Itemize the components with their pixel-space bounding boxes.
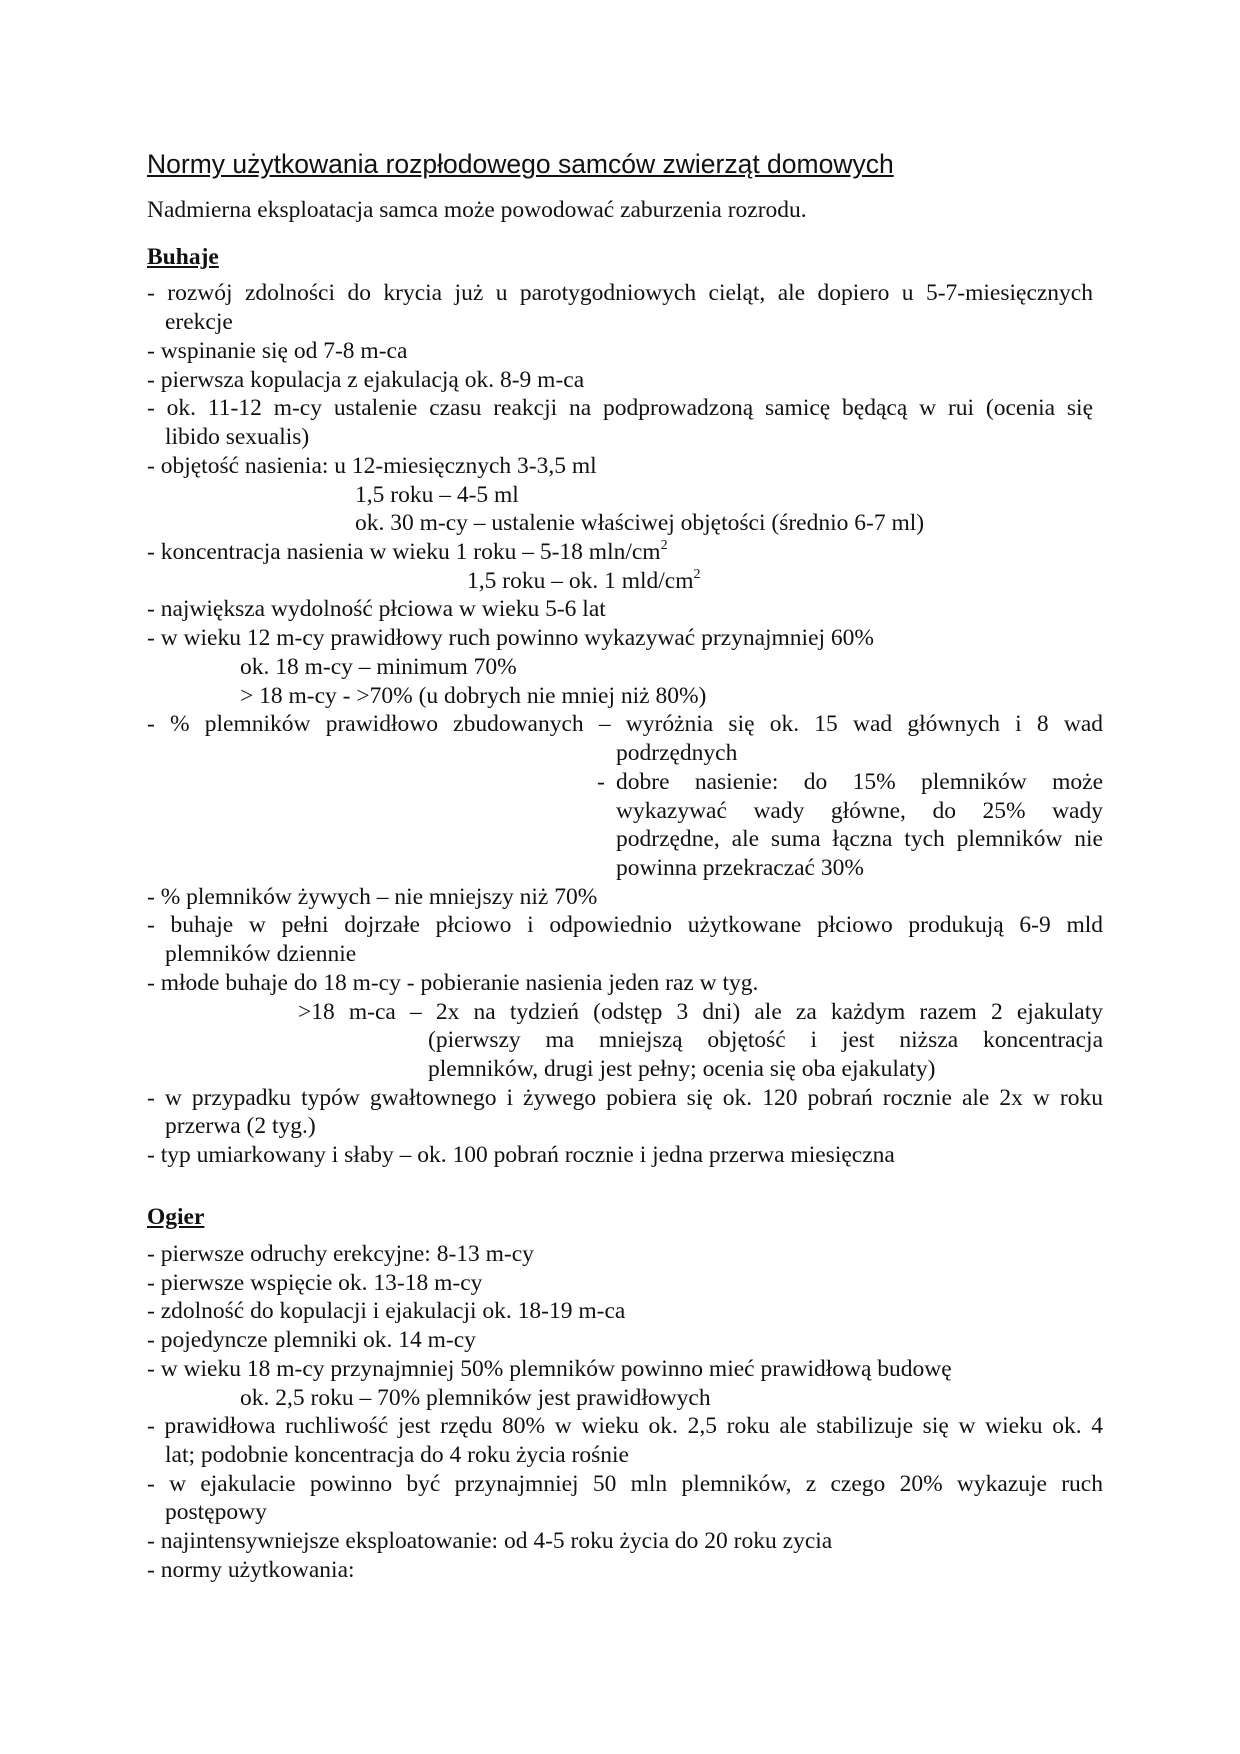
- list-item-continuation: erekcje: [165, 309, 233, 335]
- list-item: - w wieku 18 m-cy przynajmniej 50% plemników powinno mieć prawidłową budowę: [147, 1356, 952, 1382]
- intro-text: Nadmierna eksploatacja samca może powodować zaburzenia rozrodu.: [147, 197, 807, 223]
- list-item: - prawidłowa ruchliwość jest rzędu 80% w wieku ok. 2,5 roku ale stabilizuje się w wieku ok. 4: [147, 1413, 1103, 1439]
- list-item: - ok. 11-12 m-cy ustalenie czasu reakcji na podprowadzoną samicę będącą w rui (ocenia się: [147, 395, 1093, 421]
- sub-bullet-text: wykazywać wady główne, do 25% wady: [616, 798, 1103, 824]
- list-item: - pierwsze wspięcie ok. 13-18 m-cy: [147, 1270, 483, 1296]
- concentration-text: - koncentracja nasienia w wieku 1 roku – 5-18 mln/cm: [147, 539, 661, 565]
- list-item-subline: 1,5 roku – 4-5 ml: [355, 482, 519, 508]
- list-item-subline: > 18 m-cy - >70% (u dobrych nie mniej niż 80%): [240, 683, 707, 709]
- sub-bullet-text: podrzędne, ale suma łączna tych plemników nie: [616, 826, 1103, 852]
- list-item: - buhaje w pełni dojrzałe płciowo i odpowiednio użytkowane płciowo produkują 6-9 mld: [147, 912, 1103, 938]
- list-item-subline: >18 m-ca – 2x na tydzień (odstęp 3 dni) ale za każdym razem 2 ejakulaty: [298, 999, 1103, 1025]
- list-item-continuation: postępowy: [165, 1499, 267, 1525]
- list-item-subline: (pierwszy ma mniejszą objętość i jest niższa koncentracja: [428, 1027, 1103, 1053]
- list-item-subline: [467, 567, 701, 596]
- list-item: - młode buhaje do 18 m-cy - pobieranie nasienia jeden raz w tyg.: [147, 970, 759, 996]
- list-item: - % plemników żywych – nie mniejszy niż 70%: [147, 884, 598, 910]
- list-item: - największa wydolność płciowa w wieku 5-6 lat: [147, 596, 606, 622]
- section-heading-ogier: Ogier: [147, 1204, 205, 1230]
- list-item-continuation: podrzędnych: [616, 740, 738, 766]
- superscript: 2: [693, 567, 701, 582]
- list-item: - rozwój zdolności do krycia już u parotygodniowych cieląt, ale dopiero u 5-7-miesięcznych: [147, 280, 1093, 306]
- page-title: Normy użytkowania rozpłodowego samców zwierząt domowych: [147, 149, 894, 179]
- list-item: - wspinanie się od 7-8 m-ca: [147, 338, 408, 364]
- list-item-continuation: plemników dziennie: [165, 941, 357, 967]
- list-item: - normy użytkowania:: [147, 1557, 355, 1583]
- list-item: - w ejakulacie powinno być przynajmniej 50 mln plemników, z czego 20% wykazuje ruch: [147, 1471, 1103, 1497]
- list-item: [147, 538, 668, 567]
- list-item: - objętość nasienia: u 12-miesięcznych 3-3,5 ml: [147, 453, 597, 479]
- sub-bullet-text: dobre nasienie: do 15% plemników może: [616, 769, 1103, 795]
- list-item-continuation: libido sexualis): [165, 424, 310, 450]
- list-item-subline: plemników, drugi jest pełny; ocenia się oba ejakulaty): [428, 1056, 936, 1082]
- list-item: - zdolność do kopulacji i ejakulacji ok. 18-19 m-ca: [147, 1298, 626, 1324]
- list-item: - pierwsza kopulacja z ejakulacją ok. 8-9 m-ca: [147, 367, 585, 393]
- list-item: - w wieku 12 m-cy prawidłowy ruch powinno wykazywać przynajmniej 60%: [147, 625, 874, 651]
- superscript: 2: [660, 538, 668, 553]
- section-heading-buhaje: Buhaje: [147, 244, 219, 270]
- sub-bullet-dash: -: [597, 769, 605, 795]
- list-item: - typ umiarkowany i słaby – ok. 100 pobrań rocznie i jedna przerwa miesięczna: [147, 1142, 895, 1168]
- list-item-subline: ok. 18 m-cy – minimum 70%: [240, 654, 517, 680]
- list-item-continuation: lat; podobnie koncentracja do 4 roku życia rośnie: [165, 1442, 629, 1468]
- list-item: - pojedyncze plemniki ok. 14 m-cy: [147, 1327, 476, 1353]
- list-item-continuation: przerwa (2 tyg.): [165, 1113, 316, 1139]
- list-item: - % plemników prawidłowo zbudowanych – wyróżnia się ok. 15 wad głównych i 8 wad: [147, 711, 1103, 737]
- list-item: - najintensywniejsze eksploatowanie: od 4-5 roku życia do 20 roku zycia: [147, 1528, 833, 1554]
- list-item-subline: ok. 2,5 roku – 70% plemników jest prawidłowych: [240, 1385, 711, 1411]
- list-item: - pierwsze odruchy erekcyjne: 8-13 m-cy: [147, 1241, 534, 1267]
- sub-bullet-text: powinna przekraczać 30%: [616, 855, 864, 881]
- list-item: - w przypadku typów gwałtownego i żywego pobiera się ok. 120 pobrań rocznie ale 2x w roku: [147, 1085, 1103, 1111]
- concentration-text: 1,5 roku – ok. 1 mld/cm: [467, 568, 694, 594]
- list-item-subline: ok. 30 m-cy – ustalenie właściwej objętości (średnio 6-7 ml): [355, 510, 925, 536]
